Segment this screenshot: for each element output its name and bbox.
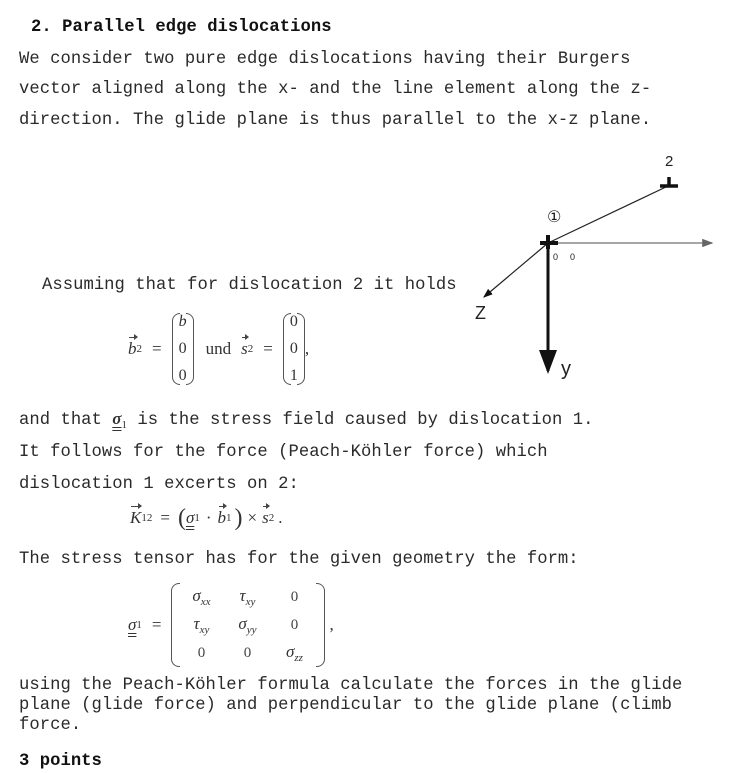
pk-equals: = [160, 508, 170, 527]
connector-und: und [205, 339, 232, 358]
pk-sigma-sub: 1 [194, 512, 200, 524]
origin-label-2: 0 [570, 252, 576, 262]
intro-line-3: direction. The glide plane is thus parallel to the x-z plane. [19, 111, 652, 130]
intro-line-2: vector aligned along the x- and the line element along the z- [19, 80, 652, 99]
tensor-cell: $\sigma_{zz}$ [286, 642, 303, 664]
b2-equals: = [152, 339, 162, 358]
b2-component-y: 0 [178, 340, 187, 357]
pk-open-paren: ( [177, 505, 186, 531]
s2-symbol: s [241, 339, 248, 358]
pk-sigma: σ [185, 508, 195, 527]
pk-dot: · [205, 508, 212, 527]
tensor-cell: $\tau_{xy}$ [239, 586, 256, 608]
s2-subscript: 2 [247, 343, 254, 355]
k12-symbol: K [130, 508, 142, 527]
b2-component-x: b [178, 313, 187, 330]
peach-koehler-formula [130, 505, 283, 531]
stress-field-line [19, 409, 593, 431]
task-line-3: force. [19, 716, 82, 735]
pk-b-sub: 1 [226, 512, 232, 524]
stress-tensor-matrix [171, 583, 325, 667]
tensor-lhs-symbol: σ [128, 615, 137, 634]
assumption-line: Assuming that for dislocation 2 it holds [42, 276, 457, 295]
tensor-trailing-comma: , [329, 615, 334, 634]
stress-line-before: and that [19, 411, 113, 430]
dislocation-2-label: 2 [665, 153, 674, 170]
s2-component-x: 0 [289, 313, 298, 330]
tensor-equals: = [151, 615, 162, 634]
b2-symbol: b [128, 339, 137, 358]
b2-subscript: 2 [136, 343, 142, 355]
sigma-1-subscript: 1 [121, 419, 128, 431]
k12-subscript: 12 [141, 512, 153, 524]
pk-s-symbol: s [262, 508, 269, 527]
axis-y-label: y [561, 358, 571, 380]
s2-component-z: 1 [289, 367, 298, 384]
tensor-cell: 0 [290, 588, 299, 605]
stress-tensor-equation [128, 583, 334, 667]
points-label: 3 points [19, 752, 102, 771]
b2-column-vector [172, 313, 194, 385]
problem-title: 2. Parallel edge dislocations [31, 18, 332, 37]
pk-s-sub: 2 [268, 512, 275, 524]
pk-b-symbol: b [217, 508, 226, 527]
pk-period: . [278, 508, 283, 527]
tensor-cell: $\sigma_{xx}$ [192, 586, 211, 608]
s2-column-vector [283, 313, 305, 385]
pk-cross: × [247, 508, 258, 527]
axis-z-label: Z [475, 303, 486, 323]
tensor-lhs-sub: 1 [136, 619, 142, 631]
s2-equals: = [263, 339, 273, 358]
stress-line-after: is the stress field caused by dislocation 1. [127, 411, 594, 430]
origin-label-1: 0 [553, 252, 559, 262]
tensor-cell: 0 [243, 644, 252, 661]
s2-trailing-comma: , [304, 339, 310, 358]
tensor-cell: 0 [197, 644, 206, 661]
force-line-2: dislocation 1 excerts on 2: [19, 475, 299, 494]
tensor-cell: $\tau_{xy}$ [193, 614, 210, 636]
task-line-1: using the Peach-Köhler formula calculate the forces in the glide [19, 676, 683, 695]
intro-line-1: We consider two pure edge dislocations having their Burgers [19, 50, 631, 69]
vector-equation [128, 313, 309, 385]
sigma-1-symbol: σ [112, 409, 122, 428]
force-line-1: It follows for the force (Peach-Köhler force) which [19, 443, 548, 462]
dislocation-diagram [470, 145, 740, 395]
coordinate-axes-icon [470, 145, 740, 395]
dislocation-1-label: ① [547, 207, 562, 226]
task-line-2: plane (glide force) and perpendicular to the glide plane (climb [19, 696, 672, 715]
tensor-cell: $\sigma_{yy}$ [238, 614, 257, 636]
b2-component-z: 0 [178, 367, 187, 384]
tensor-cell: 0 [290, 616, 299, 633]
tensor-intro: The stress tensor has for the given geometry the form: [19, 550, 579, 569]
pk-close-paren: ) [234, 505, 243, 531]
s2-component-y: 0 [289, 340, 298, 357]
